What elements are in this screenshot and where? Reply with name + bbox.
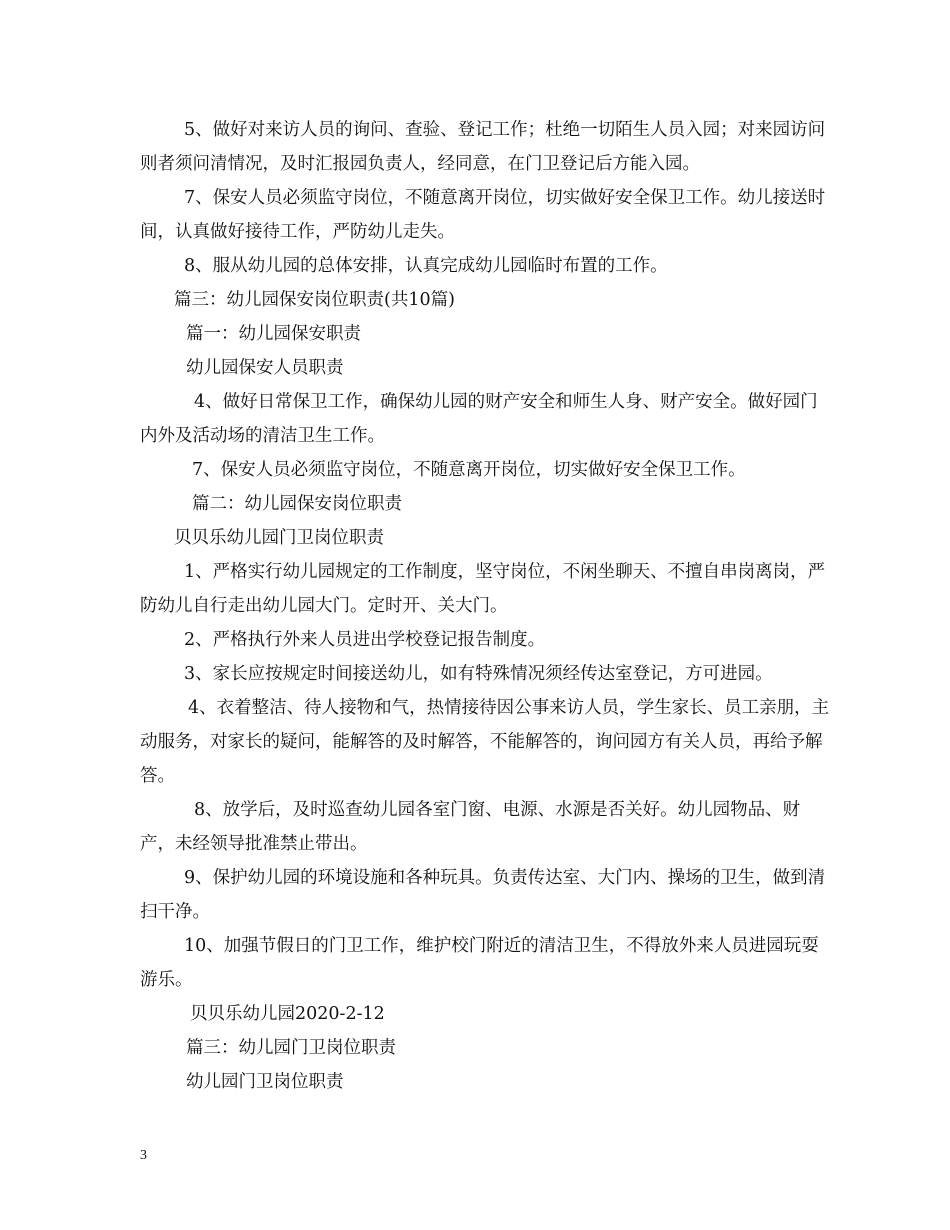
paragraph-holiday-duty: 10、加强节假日的门卫工作，维护校门附近的清洁卫生，不得放外来人员进园玩耍游乐。 (140, 936, 819, 990)
paragraph-visitor-registration: 2、严格执行外来人员进出学校登记报告制度。 (184, 630, 546, 650)
subheading-gatekeeper-duties-2: 幼儿园门卫岗位职责 (186, 1072, 344, 1092)
paragraph-guard-post: 7、保安人员必须监守岗位，不随意离开岗位，切实做好安全保卫工作。幼儿接送时间，认真做好接待工作，严防幼儿走失。 (140, 188, 826, 242)
page-number: 3 (140, 1148, 147, 1163)
section-heading-part-one: 篇一：幼儿园保安职责 (186, 324, 361, 344)
section-heading-part-three-gatekeeper: 篇三：幼儿园门卫岗位职责 (186, 1038, 396, 1058)
paragraph-work-rules: 1、严格实行幼儿园规定的工作制度，坚守岗位，不闲坐聊天、不擅自串岗离岗，严防幼儿自行走出幼儿园大门。定时开、关大门。 (140, 562, 826, 616)
section-heading-part-three: 篇三：幼儿园保安岗位职责(共10篇) (174, 290, 455, 310)
paragraph-follow-arrangement: 8、服从幼儿园的总体安排，认真完成幼儿园临时布置的工作。 (184, 256, 668, 276)
paragraph-pickup-time: 3、家长应按规定时间接送幼儿，如有特殊情况须经传达室登记，方可进园。 (184, 664, 773, 684)
paragraph-guard-post-short: 7、保安人员必须监守岗位，不随意离开岗位，切实做好安全保卫工作。 (192, 460, 746, 480)
paragraph-after-school-check: 8、放学后，及时巡查幼儿园各室门窗、电源、水源是否关好。幼儿园物品、财产，未经领导批准禁止带出。 (140, 800, 801, 854)
paragraph-protect-facilities: 9、保护幼儿园的环境设施和各种玩具。负责传达室、大门内、操场的卫生，做到清扫干净。 (140, 868, 826, 922)
paragraph-dress-manner: 4、衣着整洁、待人接物和气，热情接待因公事来访人员，学生家长、员工亲朋，主动服务，对家长的疑问，能解答的及时解答，不能解答的，询问园方有关人员，再给予解答。 (140, 698, 830, 786)
section-heading-part-two: 篇二：幼儿园保安岗位职责 (192, 494, 402, 514)
paragraph-daily-security: 4、做好日常保卫工作，确保幼儿园的财产安全和师生人身、财产安全。做好园门内外及活动场的清洁卫生工作。 (140, 392, 818, 446)
signature-date: 贝贝乐幼儿园2020-2-12 (190, 1004, 385, 1024)
subheading-gatekeeper-duties: 贝贝乐幼儿园门卫岗位职责 (174, 528, 384, 548)
subheading-security-staff-duties: 幼儿园保安人员职责 (186, 358, 344, 378)
paragraph-visitor-check: 5、做好对来访人员的询问、查验、登记工作；杜绝一切陌生人员入园；对来园访问则者须问清情况，及时汇报园负责人，经同意，在门卫登记后方能入园。 (140, 120, 826, 174)
document-body (140, 113, 830, 1099)
